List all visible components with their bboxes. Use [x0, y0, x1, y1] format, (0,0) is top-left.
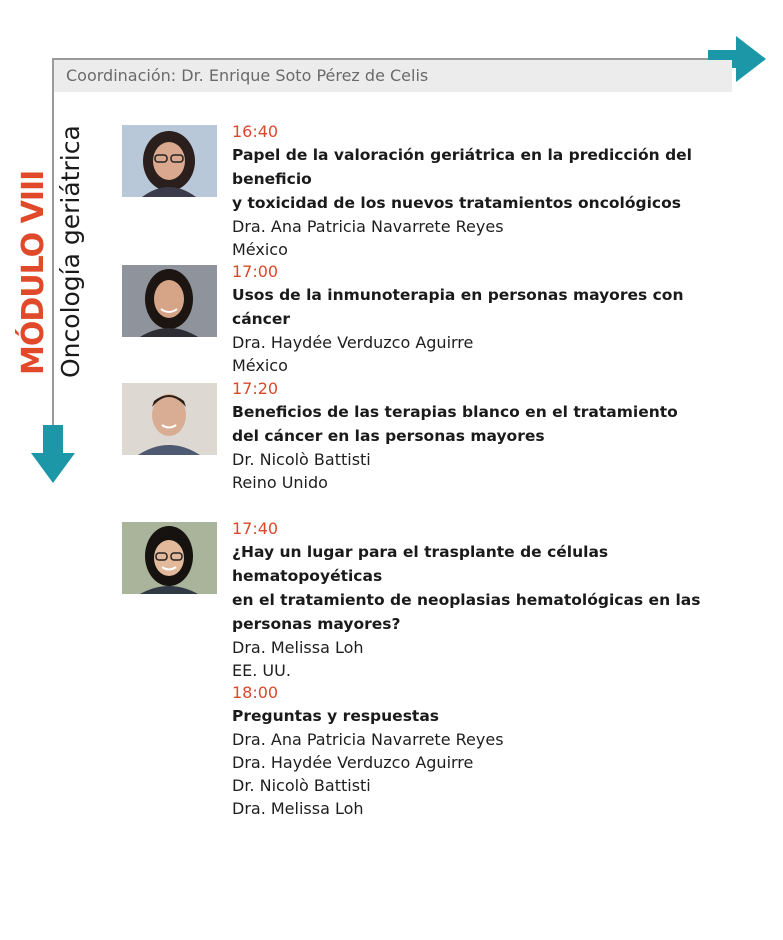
session-country: México — [232, 356, 288, 375]
session-1 — [232, 121, 727, 261]
session-country: México — [232, 240, 288, 259]
session-country: Reino Unido — [232, 473, 328, 492]
session-2 — [232, 261, 727, 377]
session-title-line: ¿Hay un lugar para el trasplante de células hematopoyéticas — [232, 543, 609, 585]
module-topic: Oncología geriátrica — [56, 125, 85, 378]
session-title-line: en el tratamiento de neoplasias hematológicas en las — [232, 591, 701, 609]
speaker-photo-navarrete — [122, 125, 217, 197]
module-side-label — [18, 171, 50, 375]
coordination-text: Coordinación: Dr. Enrique Soto Pérez de Celis — [66, 66, 429, 85]
session-title-line: del cáncer en las personas mayores — [232, 427, 545, 445]
session-country: EE. UU. — [232, 661, 291, 680]
session-time: 17:20 — [232, 379, 279, 398]
session-speaker: Dra. Melissa Loh — [232, 638, 364, 657]
session-4 — [232, 518, 727, 682]
session-title-line: personas mayores? — [232, 615, 401, 633]
session-time: 16:40 — [232, 122, 279, 141]
session-time: 17:40 — [232, 519, 279, 538]
session-speaker: Dra. Ana Patricia Navarrete Reyes — [232, 217, 504, 236]
session-3 — [232, 378, 727, 494]
session-speaker: Dra. Haydée Verduzco Aguirre — [232, 333, 474, 352]
qa-speaker: Dra. Melissa Loh — [232, 799, 364, 818]
qa-title: Preguntas y respuestas — [232, 707, 440, 725]
session-title-line: Usos de la inmunoterapia en personas mayores con cáncer — [232, 286, 684, 328]
coordination-bar — [54, 60, 732, 92]
qa-session — [232, 682, 727, 820]
qa-time: 18:00 — [232, 683, 279, 702]
qa-speaker: Dra. Ana Patricia Navarrete Reyes — [232, 730, 504, 749]
session-title-line: Beneficios de las terapias blanco en el tratamiento — [232, 403, 678, 421]
speaker-photo-loh — [122, 522, 217, 594]
session-title-line: y toxicidad de los nuevos tratamientos oncológicos — [232, 194, 681, 212]
speaker-photo-battisti — [122, 383, 217, 455]
frame-left-line — [52, 58, 54, 438]
session-time: 17:00 — [232, 262, 279, 281]
session-title-line: Papel de la valoración geriátrica en la predicción del beneficio — [232, 146, 692, 188]
module-label: MÓDULO VIII — [16, 170, 51, 375]
module-topic-label — [56, 125, 86, 378]
qa-speaker: Dra. Haydée Verduzco Aguirre — [232, 753, 474, 772]
session-speaker: Dr. Nicolò Battisti — [232, 450, 371, 469]
speaker-photo-verduzco — [122, 265, 217, 337]
arrow-down-icon — [31, 425, 75, 485]
qa-speaker: Dr. Nicolò Battisti — [232, 776, 371, 795]
